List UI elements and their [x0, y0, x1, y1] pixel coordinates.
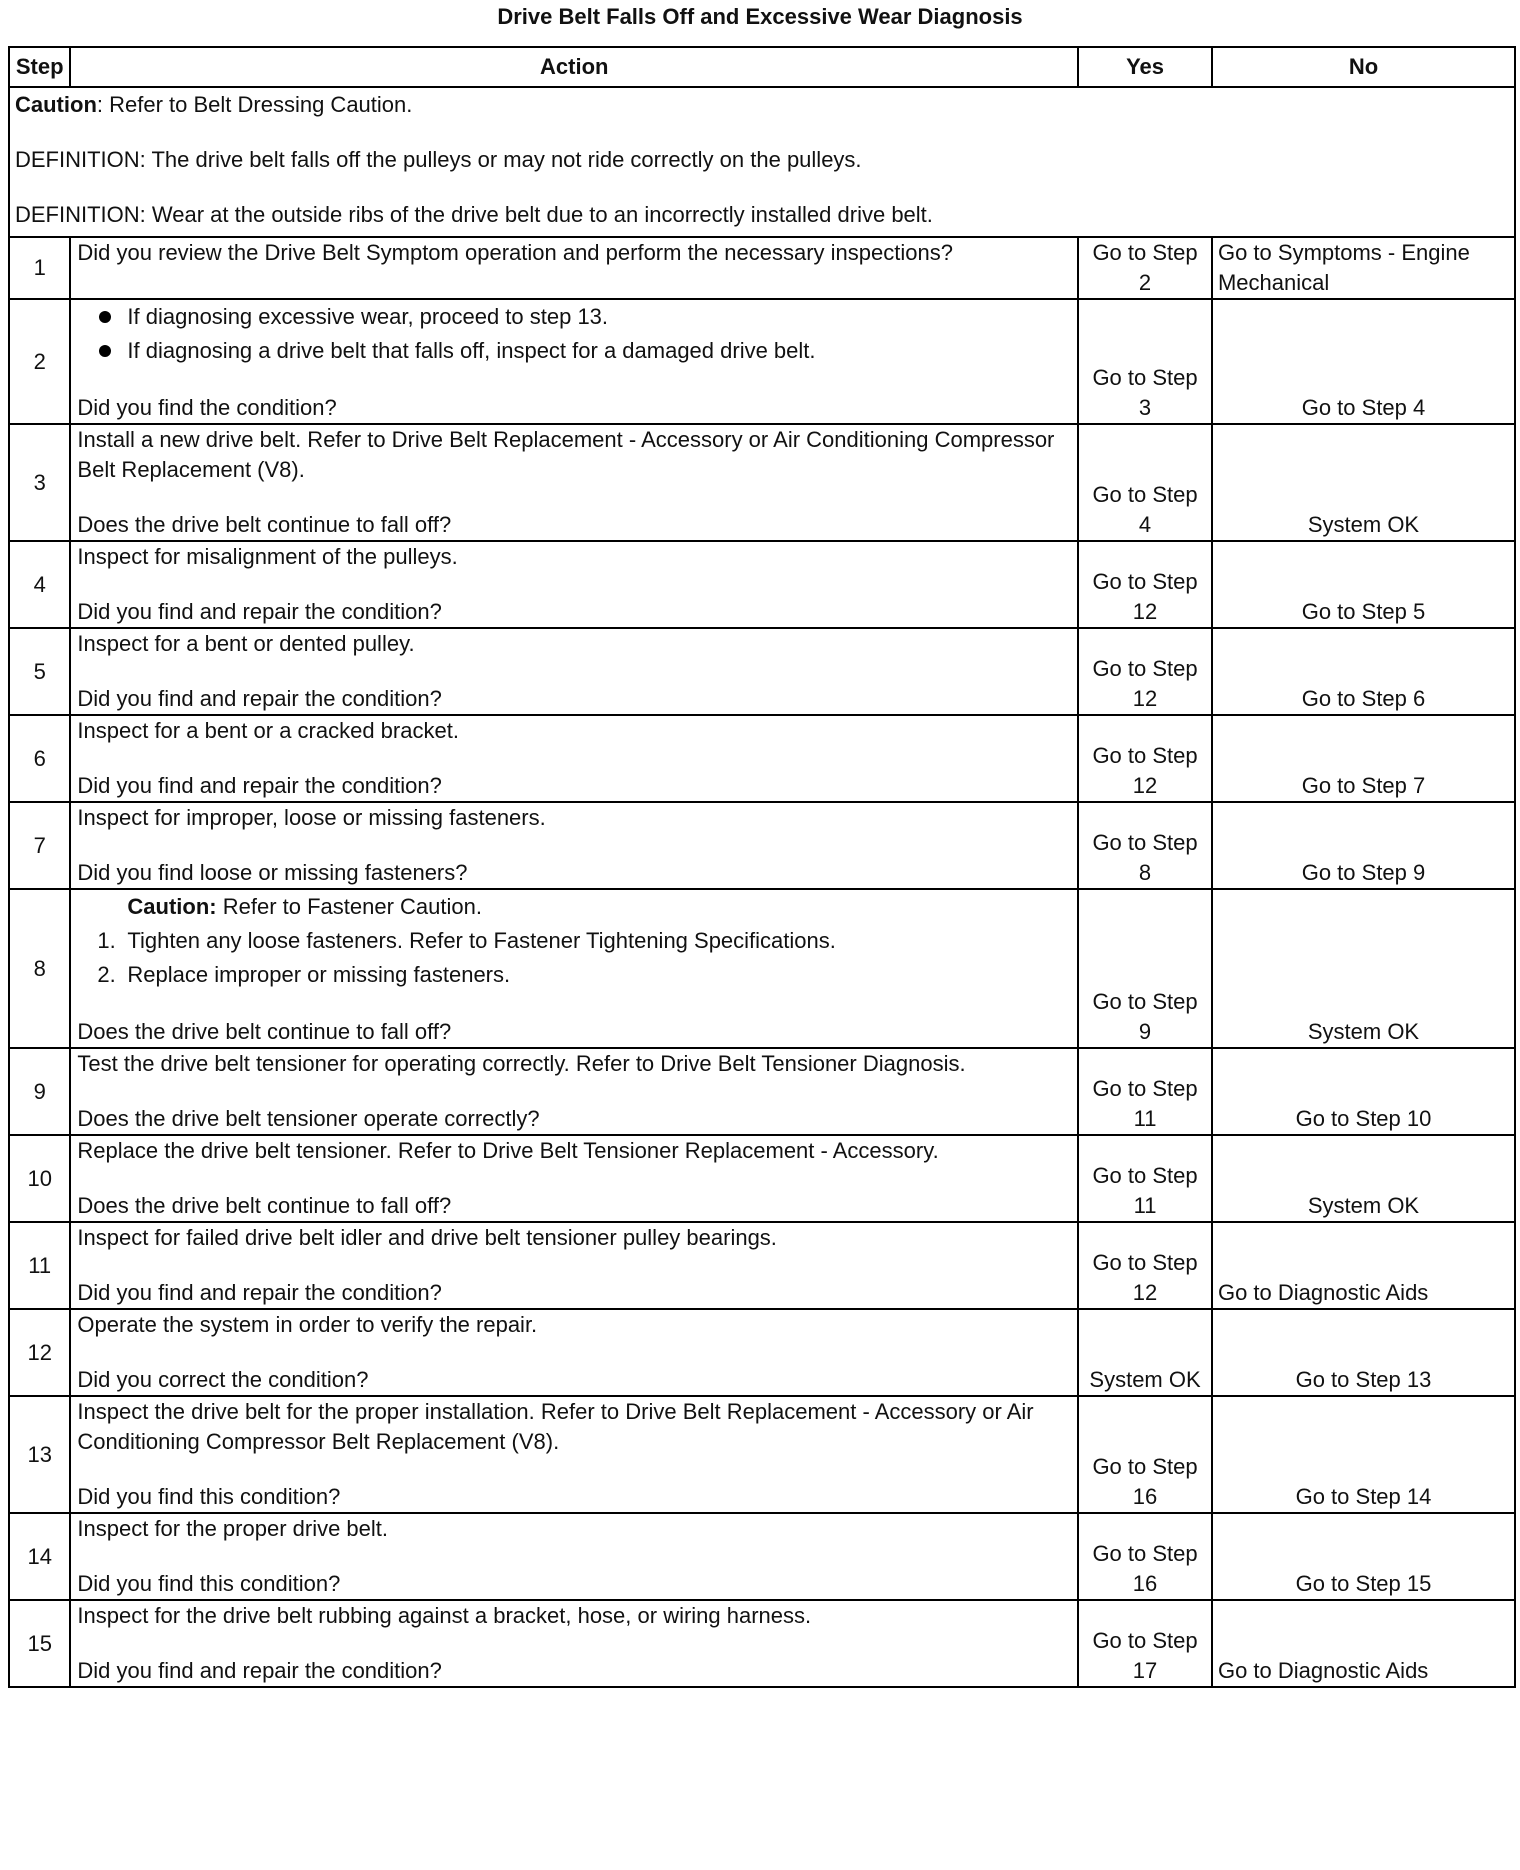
item-number: 1.: [97, 928, 116, 953]
action-question: Does the drive belt continue to fall off?: [77, 512, 452, 537]
no-result: Go to Step 13: [1212, 1309, 1515, 1396]
action-question: Did you find this condition?: [77, 1484, 341, 1509]
step-number: 11: [9, 1222, 70, 1309]
page-title: Drive Belt Falls Off and Excessive Wear Diagnosis: [497, 4, 1023, 29]
bullet-item: [97, 334, 1072, 368]
step-number: 13: [9, 1396, 70, 1513]
header-action: Action: [70, 47, 1078, 87]
action-cell: [70, 299, 1078, 424]
step-number: 9: [9, 1048, 70, 1135]
table-row: [9, 424, 1515, 541]
action-cell: [70, 1396, 1078, 1513]
yes-result: Go to Step 16: [1078, 1513, 1212, 1600]
caution-label: Caution: [15, 92, 97, 117]
header-step: Step: [9, 47, 70, 87]
bullet-item: [97, 300, 1072, 334]
diagnosis-table: [8, 46, 1516, 1688]
action-question: Did you find and repair the condition?: [77, 599, 442, 624]
step-number: 1: [9, 237, 70, 299]
definition-2: DEFINITION: Wear at the outside ribs of the drive belt due to an incorrectly installed drive belt.: [15, 202, 933, 227]
item-number: 2.: [97, 962, 116, 987]
bullet-icon: [99, 345, 111, 357]
action-text: Did you review the Drive Belt Symptom operation and perform the necessary inspections?: [77, 240, 953, 265]
yes-result: Go to Step 2: [1078, 237, 1212, 299]
table-row: [9, 541, 1515, 628]
table-row: [9, 299, 1515, 424]
action-question: Did you find and repair the condition?: [77, 773, 442, 798]
yes-result: Go to Step 11: [1078, 1048, 1212, 1135]
header-yes: Yes: [1078, 47, 1212, 87]
action-text: Inspect for misalignment of the pulleys.: [77, 544, 458, 569]
numbered-item: [97, 958, 1072, 992]
action-text: Inspect for failed drive belt idler and drive belt tensioner pulley bearings.: [77, 1225, 777, 1250]
action-cell: [70, 1309, 1078, 1396]
yes-result: System OK: [1078, 1309, 1212, 1396]
table-row: [9, 1513, 1515, 1600]
yes-result: Go to Step 8: [1078, 802, 1212, 889]
table-row: [9, 237, 1515, 299]
yes-result: Go to Step 12: [1078, 1222, 1212, 1309]
action-text: Inspect for a bent or a cracked bracket.: [77, 718, 459, 743]
action-text: Install a new drive belt. Refer to Drive Belt Replacement - Accessory or Air Conditioning Compressor Belt Replacement (V8).: [77, 427, 1055, 482]
table-row: [9, 889, 1515, 1048]
table-row: [9, 715, 1515, 802]
numbered-item: [97, 924, 1072, 958]
yes-result: Go to Step 9: [1078, 889, 1212, 1048]
intro-row: [9, 87, 1515, 237]
action-cell: [70, 715, 1078, 802]
no-result: Go to Step 14: [1212, 1396, 1515, 1513]
action-text: Test the drive belt tensioner for operating correctly. Refer to Drive Belt Tensioner Diagnosis.: [77, 1051, 966, 1076]
yes-result: Go to Step 16: [1078, 1396, 1212, 1513]
action-cell: [70, 1222, 1078, 1309]
bullet-text: If diagnosing excessive wear, proceed to step 13.: [127, 304, 609, 329]
item-text: Replace improper or missing fasteners.: [127, 962, 511, 987]
action-question: Did you find loose or missing fasteners?: [77, 860, 468, 885]
intro-caution: [15, 90, 1509, 120]
action-question: Did you correct the condition?: [77, 1367, 369, 1392]
no-result: Go to Symptoms - Engine Mechanical: [1212, 237, 1515, 299]
definition-1: DEFINITION: The drive belt falls off the pulleys or may not ride correctly on the pulleys.: [15, 147, 862, 172]
bullet-list: [77, 300, 1072, 368]
action-question: Did you find and repair the condition?: [77, 686, 442, 711]
step-number: 6: [9, 715, 70, 802]
caution-text: : Refer to Belt Dressing Caution.: [96, 92, 413, 117]
step-number: 15: [9, 1600, 70, 1687]
step-number: 3: [9, 424, 70, 541]
action-text: Operate the system in order to verify the repair.: [77, 1312, 538, 1337]
no-result: System OK: [1212, 424, 1515, 541]
yes-result: Go to Step 11: [1078, 1135, 1212, 1222]
action-question: Did you find and repair the condition?: [77, 1658, 442, 1683]
table-row: [9, 802, 1515, 889]
intro-cell: [9, 87, 1515, 237]
step-number: 7: [9, 802, 70, 889]
table-row: [9, 1309, 1515, 1396]
action-text: Inspect for the proper drive belt.: [77, 1516, 389, 1541]
bullet-text: If diagnosing a drive belt that falls off, inspect for a damaged drive belt.: [127, 338, 816, 363]
yes-result: Go to Step 12: [1078, 715, 1212, 802]
no-result: Go to Step 7: [1212, 715, 1515, 802]
no-result: Go to Diagnostic Aids: [1212, 1222, 1515, 1309]
step-number: 2: [9, 299, 70, 424]
no-result: Go to Step 9: [1212, 802, 1515, 889]
action-cell: [70, 1135, 1078, 1222]
no-result: Go to Step 5: [1212, 541, 1515, 628]
action-text: Inspect for the drive belt rubbing against a bracket, hose, or wiring harness.: [77, 1603, 812, 1628]
action-cell: [70, 541, 1078, 628]
action-cell: [70, 802, 1078, 889]
action-cell: [70, 1048, 1078, 1135]
action-cell: [70, 1600, 1078, 1687]
numbered-list: [77, 924, 1072, 992]
step-number: 10: [9, 1135, 70, 1222]
no-result: System OK: [1212, 1135, 1515, 1222]
table-row: [9, 1048, 1515, 1135]
step-number: 14: [9, 1513, 70, 1600]
yes-result: Go to Step 12: [1078, 541, 1212, 628]
action-question: Does the drive belt continue to fall off?: [77, 1019, 452, 1044]
item-text: Tighten any loose fasteners. Refer to Fastener Tightening Specifications.: [127, 928, 836, 953]
table-row: [9, 1600, 1515, 1687]
action-text: Inspect for improper, loose or missing fasteners.: [77, 805, 546, 830]
caution-note: [77, 890, 1072, 924]
action-cell: [70, 628, 1078, 715]
action-question: Did you find this condition?: [77, 1571, 341, 1596]
caution-label: Caution:: [127, 894, 217, 919]
action-cell: [70, 1513, 1078, 1600]
step-number: 12: [9, 1309, 70, 1396]
no-result: Go to Step 6: [1212, 628, 1515, 715]
no-result: Go to Step 10: [1212, 1048, 1515, 1135]
action-question: Does the drive belt tensioner operate correctly?: [77, 1106, 540, 1131]
caution-text: Refer to Fastener Caution.: [216, 894, 482, 919]
table-row: [9, 628, 1515, 715]
table-row: [9, 1135, 1515, 1222]
step-number: 5: [9, 628, 70, 715]
yes-result: Go to Step 17: [1078, 1600, 1212, 1687]
header-no: No: [1212, 47, 1515, 87]
action-cell: [70, 889, 1078, 1048]
no-result: Go to Diagnostic Aids: [1212, 1600, 1515, 1687]
action-text: Replace the drive belt tensioner. Refer to Drive Belt Tensioner Replacement - Accessory.: [77, 1138, 939, 1163]
step-number: 8: [9, 889, 70, 1048]
step-number: 4: [9, 541, 70, 628]
bullet-icon: [99, 311, 111, 323]
table-row: [9, 1222, 1515, 1309]
yes-result: Go to Step 3: [1078, 299, 1212, 424]
action-text: Inspect the drive belt for the proper installation. Refer to Drive Belt Replacement - Accessory or Air Conditioning Compressor Belt Replacement (V8).: [77, 1399, 1034, 1454]
yes-result: Go to Step 4: [1078, 424, 1212, 541]
table-row: [9, 1396, 1515, 1513]
no-result: System OK: [1212, 889, 1515, 1048]
action-cell: [70, 424, 1078, 541]
action-question: Does the drive belt continue to fall off?: [77, 1193, 452, 1218]
action-cell: [70, 237, 1078, 299]
action-question: Did you find the condition?: [77, 395, 337, 420]
header-row: [9, 47, 1515, 87]
no-result: Go to Step 15: [1212, 1513, 1515, 1600]
action-text: Inspect for a bent or dented pulley.: [77, 631, 415, 656]
no-result: Go to Step 4: [1212, 299, 1515, 424]
yes-result: Go to Step 12: [1078, 628, 1212, 715]
action-question: Did you find and repair the condition?: [77, 1280, 442, 1305]
